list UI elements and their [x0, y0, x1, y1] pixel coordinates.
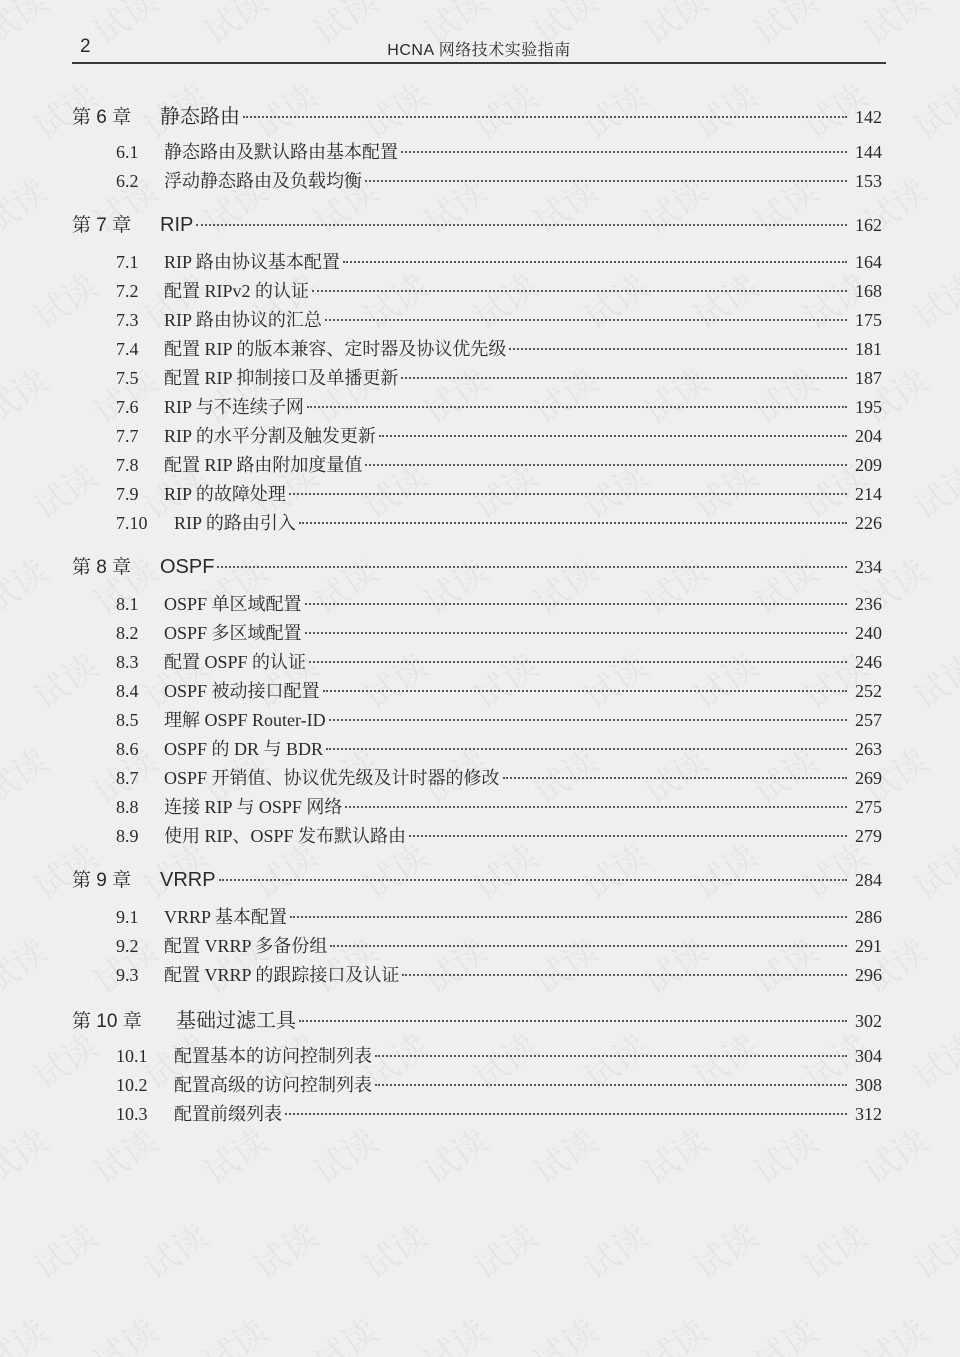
entry-title: 配置基本的访问控制列表 — [174, 1046, 372, 1066]
book-title: HCNA 网络技术实验指南 — [387, 42, 571, 59]
entry-number: 9.2 — [116, 936, 139, 956]
watermark-text — [902, 640, 960, 719]
entry-title: 基础过滤工具 — [176, 1010, 296, 1032]
watermark-text — [0, 165, 56, 244]
dot-leader — [289, 493, 847, 495]
toc-chapter-entry[interactable] — [72, 552, 882, 590]
watermark-text — [462, 1210, 546, 1289]
entry-page-number: 246 — [855, 652, 882, 672]
entry-page-number: 209 — [855, 455, 882, 475]
entry-page-number: 144 — [855, 142, 882, 162]
dot-leader — [402, 974, 847, 976]
entry-number: 第 10 章 — [72, 1011, 142, 1032]
watermark-text — [0, 1115, 56, 1194]
toc-section-entry[interactable] — [72, 248, 882, 277]
entry-number: 10.3 — [116, 1104, 148, 1124]
entry-page-number: 214 — [855, 484, 882, 504]
dot-leader — [509, 348, 847, 350]
dot-leader — [196, 224, 847, 226]
watermark-text — [0, 545, 56, 624]
dot-leader — [285, 1113, 847, 1115]
entry-page-number: 308 — [855, 1075, 882, 1095]
toc-section-entry[interactable] — [72, 335, 882, 364]
entry-number: 第 8 章 — [72, 557, 132, 578]
watermark-text — [632, 1305, 716, 1357]
entry-title: RIP 路由协议的汇总 — [164, 310, 322, 330]
entry-number: 10.1 — [116, 1046, 148, 1066]
entry-page-number: 181 — [855, 339, 882, 359]
toc-section-entry[interactable] — [72, 138, 882, 167]
watermark-text — [0, 735, 56, 814]
toc-section-entry[interactable] — [72, 1042, 882, 1071]
dot-leader — [307, 406, 847, 408]
dot-leader — [343, 261, 847, 263]
toc-section-entry[interactable] — [72, 793, 882, 822]
entry-number: 8.8 — [116, 797, 139, 817]
entry-number: 7.9 — [116, 484, 139, 504]
entry-number: 第 9 章 — [72, 870, 132, 891]
entry-page-number: 226 — [855, 513, 882, 533]
toc-section-entry[interactable] — [72, 932, 882, 961]
watermark-text — [572, 1210, 656, 1289]
dot-leader — [305, 632, 847, 634]
entry-page-number: 142 — [855, 107, 882, 127]
watermark-text — [0, 355, 56, 434]
dot-leader — [323, 690, 847, 692]
dot-leader — [379, 435, 847, 437]
entry-title: 配置 RIPv2 的认证 — [164, 281, 310, 301]
toc-section-entry[interactable] — [72, 677, 882, 706]
entry-page-number: 162 — [855, 215, 882, 235]
entry-number: 7.8 — [116, 455, 139, 475]
entry-page-number: 304 — [855, 1046, 882, 1066]
toc-section-entry[interactable] — [72, 1100, 882, 1129]
watermark-text — [352, 1210, 436, 1289]
entry-title: 使用 RIP、OSPF 发布默认路由 — [164, 826, 407, 846]
dot-leader — [305, 603, 847, 605]
watermark-text — [0, 0, 56, 54]
entry-title: 静态路由 — [160, 106, 240, 128]
dot-leader — [326, 748, 847, 750]
entry-title: 静态路由及默认路由基本配置 — [164, 142, 398, 162]
watermark-text — [522, 1305, 606, 1357]
toc-section-entry[interactable] — [72, 590, 882, 619]
toc-section-entry[interactable] — [72, 735, 882, 764]
entry-title: VRRP 基本配置 — [164, 907, 287, 927]
entry-title: VRRP — [160, 869, 216, 891]
watermark-text — [852, 1305, 936, 1357]
entry-page-number: 175 — [855, 310, 882, 330]
entry-title: 配置 RIP 抑制接口及单播更新 — [164, 368, 399, 388]
watermark-text — [22, 1210, 106, 1289]
entry-title: OSPF 的 DR 与 BDR — [164, 739, 324, 759]
dot-leader — [290, 916, 847, 918]
entry-title: 浮动静态路由及负载均衡 — [164, 171, 362, 191]
toc-section-entry[interactable] — [72, 648, 882, 677]
entry-title: RIP 路由协议基本配置 — [164, 252, 340, 272]
watermark-text — [682, 1210, 766, 1289]
entry-number: 7.10 — [116, 513, 148, 533]
entry-title: 连接 RIP 与 OSPF 网络 — [164, 797, 343, 817]
entry-number: 9.1 — [116, 907, 139, 927]
entry-number: 8.2 — [116, 623, 139, 643]
dot-leader — [409, 835, 847, 837]
watermark-text — [412, 1305, 496, 1357]
entry-page-number: 263 — [855, 739, 882, 759]
toc-section-entry[interactable] — [72, 764, 882, 793]
entry-title: 配置 OSPF 的认证 — [164, 652, 307, 672]
entry-page-number: 195 — [855, 397, 882, 417]
entry-page-number: 153 — [855, 171, 882, 191]
toc-section-entry[interactable] — [72, 277, 882, 306]
watermark-text — [902, 830, 960, 909]
entry-title: RIP 与不连续子网 — [164, 397, 304, 417]
toc-section-entry[interactable] — [72, 509, 882, 538]
entry-title: 配置 VRRP 多备份组 — [164, 936, 328, 956]
entry-page-number: 284 — [855, 870, 882, 890]
dot-leader — [299, 1020, 847, 1022]
table-of-contents — [72, 100, 882, 1129]
page-number: 2 — [80, 36, 91, 57]
entry-title: RIP 的水平分割及触发更新 — [164, 426, 376, 446]
dot-leader — [375, 1055, 847, 1057]
toc-section-entry[interactable] — [72, 451, 882, 480]
entry-number: 第 7 章 — [72, 215, 132, 236]
toc-section-entry[interactable] — [72, 706, 882, 735]
page-header — [72, 34, 886, 64]
toc-chapter-entry[interactable] — [72, 1004, 882, 1042]
entry-number: 7.6 — [116, 397, 139, 417]
dot-leader — [325, 319, 847, 321]
dot-leader — [312, 290, 847, 292]
entry-page-number: 279 — [855, 826, 882, 846]
watermark-text — [902, 1020, 960, 1099]
entry-page-number: 257 — [855, 710, 882, 730]
dot-leader — [217, 566, 847, 568]
watermark-text — [902, 450, 960, 529]
entry-title: OSPF 单区域配置 — [164, 594, 302, 614]
entry-title: OSPF 被动接口配置 — [164, 681, 320, 701]
entry-title: OSPF 多区域配置 — [164, 623, 302, 643]
entry-number: 7.2 — [116, 281, 139, 301]
entry-title: 配置 RIP 路由附加度量值 — [164, 455, 363, 475]
entry-number: 8.7 — [116, 768, 139, 788]
entry-number: 8.1 — [116, 594, 139, 614]
entry-title: 配置前缀列表 — [174, 1104, 282, 1124]
entry-title: 理解 OSPF Router-ID — [164, 710, 326, 730]
entry-number: 8.3 — [116, 652, 139, 672]
entry-number: 8.4 — [116, 681, 139, 701]
entry-page-number: 312 — [855, 1104, 882, 1124]
toc-section-entry[interactable] — [72, 1071, 882, 1100]
dot-leader — [243, 116, 847, 118]
entry-number: 6.2 — [116, 171, 139, 191]
watermark-text — [902, 260, 960, 339]
entry-title: 配置 VRRP 的跟踪接口及认证 — [164, 965, 400, 985]
dot-leader — [299, 522, 847, 524]
entry-page-number: 252 — [855, 681, 882, 701]
dot-leader — [365, 180, 847, 182]
watermark-text — [902, 70, 960, 149]
watermark-text — [132, 1210, 216, 1289]
entry-page-number: 204 — [855, 426, 882, 446]
entry-number: 6.1 — [116, 142, 139, 162]
toc-section-entry[interactable] — [72, 422, 882, 451]
entry-title: RIP — [160, 214, 194, 236]
entry-title: RIP 的故障处理 — [164, 484, 286, 504]
dot-leader — [219, 879, 847, 881]
toc-section-entry[interactable] — [72, 961, 882, 990]
watermark-text — [192, 1305, 276, 1357]
toc-section-entry[interactable] — [72, 619, 882, 648]
toc-chapter-entry[interactable] — [72, 100, 882, 138]
toc-section-entry[interactable] — [72, 480, 882, 509]
entry-page-number: 296 — [855, 965, 882, 985]
entry-page-number: 302 — [855, 1011, 882, 1031]
entry-title: 配置高级的访问控制列表 — [174, 1075, 372, 1095]
entry-title: OSPF 开销值、协议优先级及计时器的修改 — [164, 768, 500, 788]
entry-number: 8.9 — [116, 826, 139, 846]
entry-number: 7.4 — [116, 339, 139, 359]
entry-number: 9.3 — [116, 965, 139, 985]
entry-page-number: 286 — [855, 907, 882, 927]
entry-number: 10.2 — [116, 1075, 148, 1095]
toc-section-entry[interactable] — [72, 903, 882, 932]
dot-leader — [401, 377, 847, 379]
entry-page-number: 234 — [855, 557, 882, 577]
toc-chapter-entry[interactable] — [72, 865, 882, 903]
entry-title: 配置 RIP 的版本兼容、定时器及协议优先级 — [164, 339, 507, 359]
toc-section-entry[interactable] — [72, 822, 882, 851]
entry-number: 7.1 — [116, 252, 139, 272]
entry-page-number: 236 — [855, 594, 882, 614]
entry-page-number: 240 — [855, 623, 882, 643]
watermark-text — [242, 1210, 326, 1289]
entry-number: 7.7 — [116, 426, 139, 446]
dot-leader — [375, 1084, 847, 1086]
entry-page-number: 269 — [855, 768, 882, 788]
watermark-text — [902, 1210, 960, 1289]
entry-number: 7.5 — [116, 368, 139, 388]
entry-page-number: 187 — [855, 368, 882, 388]
entry-number: 8.6 — [116, 739, 139, 759]
toc-section-entry[interactable] — [72, 167, 882, 196]
entry-number: 8.5 — [116, 710, 139, 730]
entry-page-number: 275 — [855, 797, 882, 817]
entry-number: 第 6 章 — [72, 107, 132, 128]
toc-section-entry[interactable] — [72, 364, 882, 393]
dot-leader — [329, 719, 847, 721]
watermark-text — [302, 1305, 386, 1357]
dot-leader — [365, 464, 847, 466]
toc-chapter-entry[interactable] — [72, 210, 882, 248]
entry-number: 7.3 — [116, 310, 139, 330]
entry-page-number: 291 — [855, 936, 882, 956]
dot-leader — [330, 945, 847, 947]
entry-page-number: 168 — [855, 281, 882, 301]
toc-section-entry[interactable] — [72, 393, 882, 422]
watermark-text — [82, 1305, 166, 1357]
entry-title: OSPF — [160, 556, 215, 578]
watermark-text — [792, 1210, 876, 1289]
dot-leader — [401, 151, 847, 153]
entry-page-number: 164 — [855, 252, 882, 272]
watermark-text — [742, 1305, 826, 1357]
toc-section-entry[interactable] — [72, 306, 882, 335]
watermark-text — [0, 925, 56, 1004]
dot-leader — [503, 777, 847, 779]
dot-leader — [309, 661, 847, 663]
dot-leader — [345, 806, 847, 808]
watermark-text — [0, 1305, 56, 1357]
entry-title: RIP 的路由引入 — [174, 513, 296, 533]
